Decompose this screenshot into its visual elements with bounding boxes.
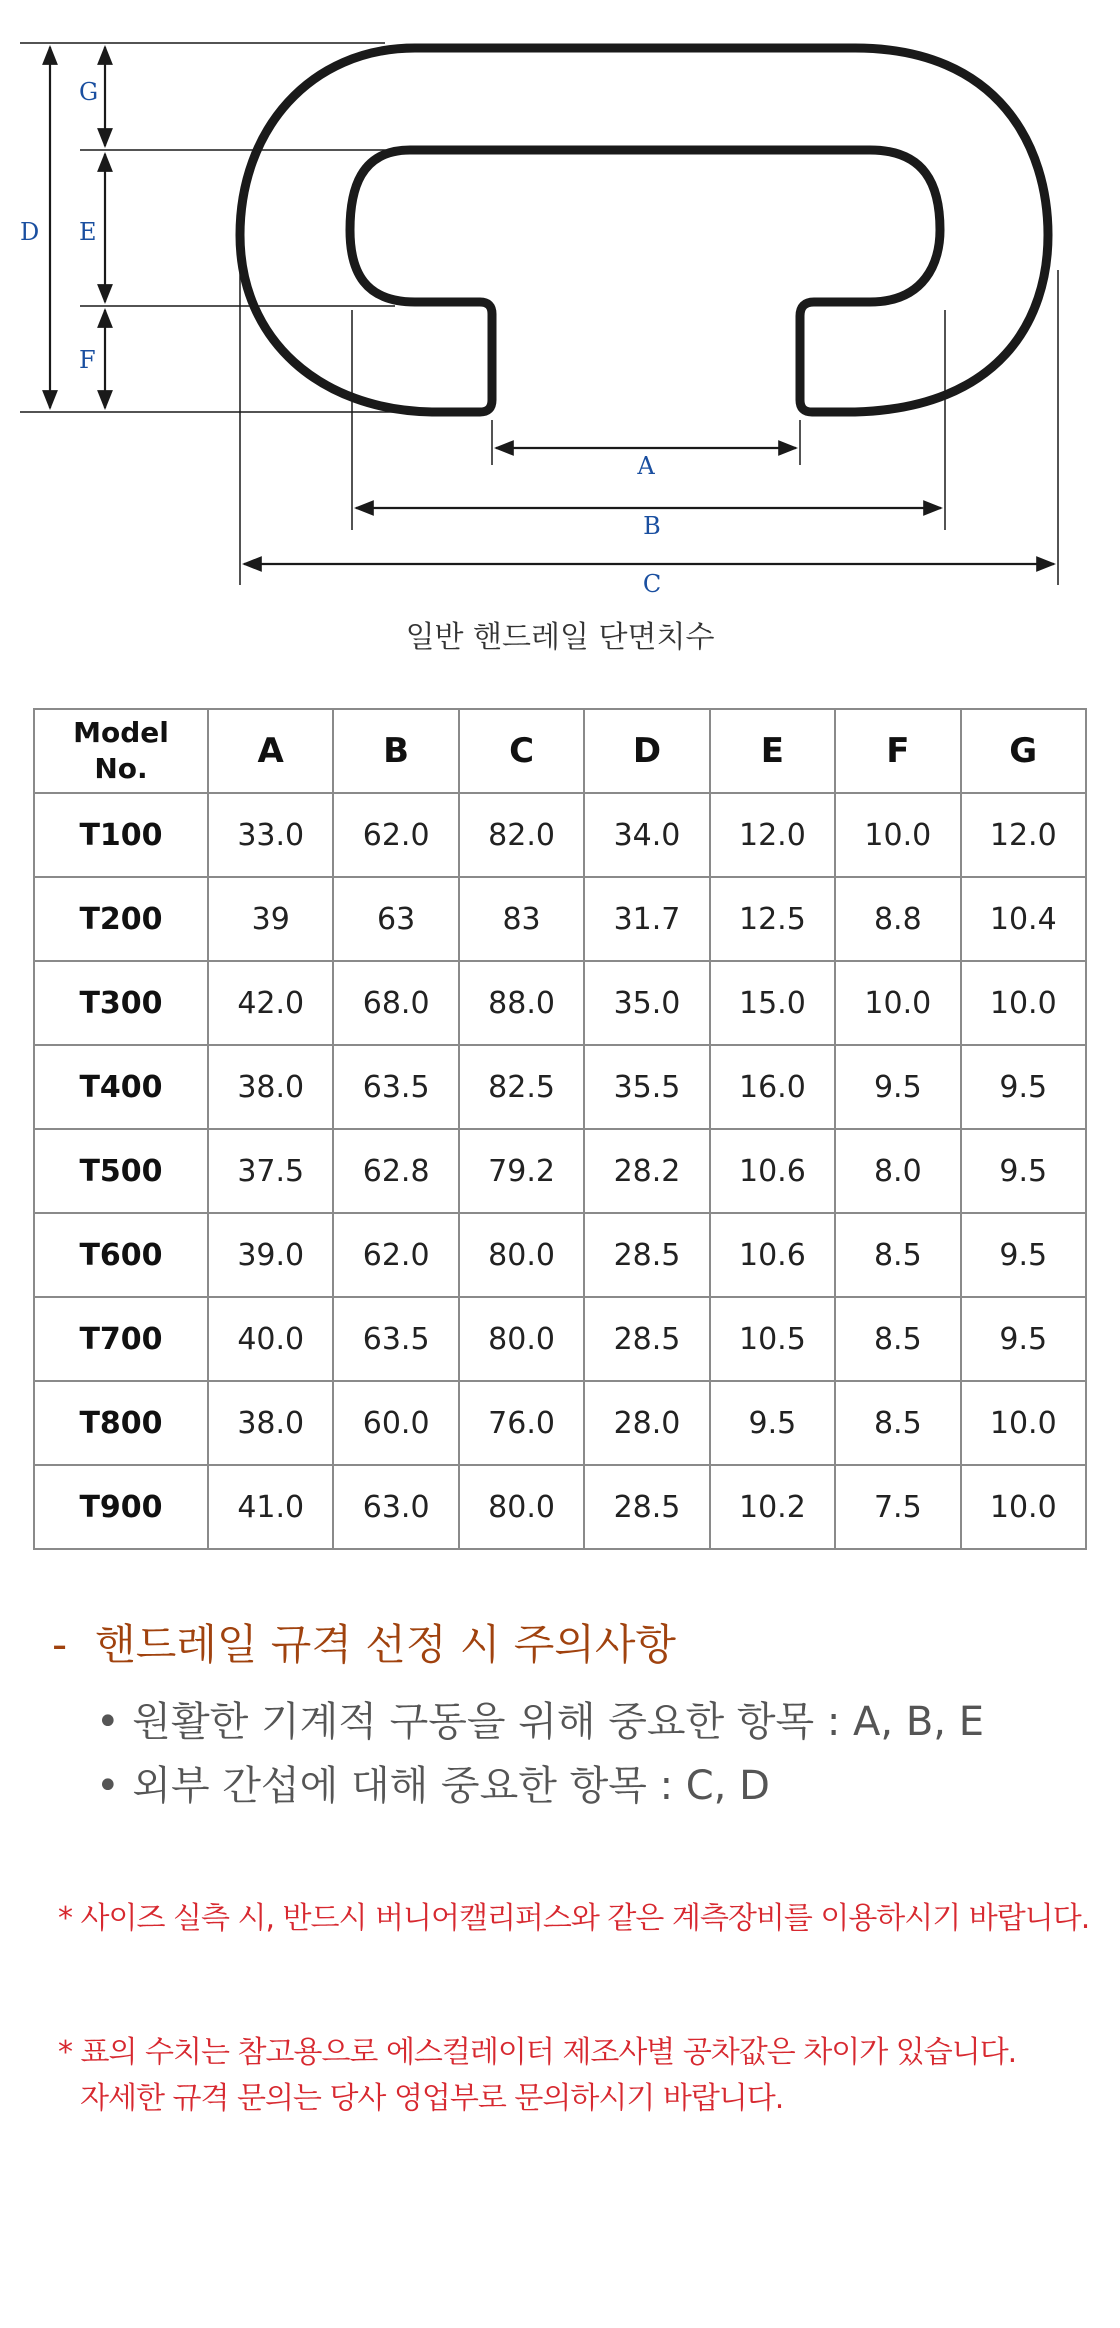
value-cell-g: 10.0: [961, 1465, 1086, 1549]
header-f: F: [835, 709, 960, 793]
value-cell-e: 10.5: [710, 1297, 835, 1381]
value-cell-a: 41.0: [208, 1465, 333, 1549]
value-cell-a: 33.0: [208, 793, 333, 877]
value-cell-f: 8.5: [835, 1297, 960, 1381]
value-cell-d: 34.0: [584, 793, 709, 877]
header-g: G: [961, 709, 1086, 793]
value-cell-e: 9.5: [710, 1381, 835, 1465]
value-cell-c: 80.0: [459, 1213, 584, 1297]
value-cell-g: 9.5: [961, 1297, 1086, 1381]
value-cell-d: 28.5: [584, 1297, 709, 1381]
value-cell-c: 88.0: [459, 961, 584, 1045]
value-cell-b: 62.0: [333, 1213, 458, 1297]
notes-dash: -: [52, 1620, 68, 1669]
value-cell-a: 39.0: [208, 1213, 333, 1297]
model-cell: T600: [34, 1213, 208, 1297]
value-cell-g: 9.5: [961, 1129, 1086, 1213]
value-cell-g: 12.0: [961, 793, 1086, 877]
warning-measurement: * 사이즈 실측 시, 반드시 버니어캘리퍼스와 같은 계측장비를 이용하시기 바랍니다.: [58, 1901, 1090, 1936]
value-cell-a: 38.0: [208, 1381, 333, 1465]
value-cell-c: 82.5: [459, 1045, 584, 1129]
value-cell-e: 15.0: [710, 961, 835, 1045]
value-cell-f: 8.0: [835, 1129, 960, 1213]
value-cell-c: 82.0: [459, 793, 584, 877]
value-cell-b: 62.8: [333, 1129, 458, 1213]
note-item-mechanical: • 원활한 기계적 구동을 위해 중요한 항목 : A, B, E: [96, 1699, 984, 1745]
table-row: [34, 1381, 1086, 1465]
header-a: A: [208, 709, 333, 793]
header-c: C: [459, 709, 584, 793]
value-cell-b: 63.0: [333, 1465, 458, 1549]
header-d: D: [584, 709, 709, 793]
dim-label-f: F: [79, 346, 96, 374]
value-cell-b: 60.0: [333, 1381, 458, 1465]
note-item-interference: • 외부 간섭에 대해 중요한 항목 : C, D: [96, 1763, 770, 1809]
value-cell-a: 42.0: [208, 961, 333, 1045]
model-cell: T400: [34, 1045, 208, 1129]
header-b: B: [333, 709, 458, 793]
value-cell-e: 10.2: [710, 1465, 835, 1549]
value-cell-e: 10.6: [710, 1213, 835, 1297]
value-cell-f: 9.5: [835, 1045, 960, 1129]
value-cell-b: 63: [333, 877, 458, 961]
table-body: [34, 793, 1086, 1549]
value-cell-a: 37.5: [208, 1129, 333, 1213]
handrail-spec-table: [33, 708, 1087, 1550]
warning-reference-values: * 표의 수치는 참고용으로 에스컬레이터 제조사별 공차값은 차이가 있습니다.: [58, 2035, 1017, 2070]
table-row: [34, 1465, 1086, 1549]
value-cell-d: 28.5: [584, 1465, 709, 1549]
value-cell-f: 8.5: [835, 1213, 960, 1297]
warning-inquiry: 자세한 규격 문의는 당사 영업부로 문의하시기 바랍니다.: [80, 2081, 784, 2116]
table-header-row: [34, 709, 1086, 793]
value-cell-g: 10.0: [961, 1381, 1086, 1465]
table-row: [34, 877, 1086, 961]
header-e: E: [710, 709, 835, 793]
value-cell-e: 12.5: [710, 877, 835, 961]
dim-label-a: A: [637, 452, 655, 480]
value-cell-e: 12.0: [710, 793, 835, 877]
dim-label-e: E: [79, 218, 97, 246]
handrail-cross-section-diagram: [0, 0, 1120, 620]
table-row: [34, 793, 1086, 877]
diagram-caption: 일반 핸드레일 단면치수: [405, 620, 715, 655]
value-cell-c: 80.0: [459, 1297, 584, 1381]
table-row: [34, 1045, 1086, 1129]
notes-title-text: 핸드레일 규격 선정 시 주의사항: [95, 1620, 676, 1669]
value-cell-b: 63.5: [333, 1297, 458, 1381]
dim-label-d: D: [20, 218, 40, 246]
value-cell-f: 7.5: [835, 1465, 960, 1549]
value-cell-f: 8.8: [835, 877, 960, 961]
value-cell-d: 28.2: [584, 1129, 709, 1213]
notes-title: [52, 1612, 676, 1672]
value-cell-c: 83: [459, 877, 584, 961]
value-cell-e: 16.0: [710, 1045, 835, 1129]
table-row: [34, 1213, 1086, 1297]
value-cell-a: 39: [208, 877, 333, 961]
table-row: [34, 961, 1086, 1045]
value-cell-f: 10.0: [835, 793, 960, 877]
value-cell-f: 10.0: [835, 961, 960, 1045]
value-cell-a: 40.0: [208, 1297, 333, 1381]
dim-label-b: B: [643, 512, 661, 540]
value-cell-d: 28.0: [584, 1381, 709, 1465]
model-cell: T800: [34, 1381, 208, 1465]
table-row: [34, 1297, 1086, 1381]
value-cell-f: 8.5: [835, 1381, 960, 1465]
value-cell-c: 80.0: [459, 1465, 584, 1549]
value-cell-g: 10.4: [961, 877, 1086, 961]
value-cell-c: 76.0: [459, 1381, 584, 1465]
model-cell: T200: [34, 877, 208, 961]
value-cell-g: 9.5: [961, 1213, 1086, 1297]
value-cell-b: 68.0: [333, 961, 458, 1045]
value-cell-b: 63.5: [333, 1045, 458, 1129]
value-cell-c: 79.2: [459, 1129, 584, 1213]
table-row: [34, 1129, 1086, 1213]
dim-label-c: C: [642, 570, 662, 598]
value-cell-g: 10.0: [961, 961, 1086, 1045]
model-cell: T100: [34, 793, 208, 877]
dim-label-g: G: [79, 78, 99, 106]
value-cell-d: 28.5: [584, 1213, 709, 1297]
value-cell-e: 10.6: [710, 1129, 835, 1213]
value-cell-d: 35.0: [584, 961, 709, 1045]
model-cell: T500: [34, 1129, 208, 1213]
value-cell-d: 35.5: [584, 1045, 709, 1129]
model-cell: T700: [34, 1297, 208, 1381]
header-model-no: Model No.: [34, 709, 208, 793]
value-cell-g: 9.5: [961, 1045, 1086, 1129]
model-cell: T900: [34, 1465, 208, 1549]
value-cell-d: 31.7: [584, 877, 709, 961]
value-cell-b: 62.0: [333, 793, 458, 877]
handrail-profile-outline: [240, 48, 1048, 412]
value-cell-a: 38.0: [208, 1045, 333, 1129]
model-cell: T300: [34, 961, 208, 1045]
